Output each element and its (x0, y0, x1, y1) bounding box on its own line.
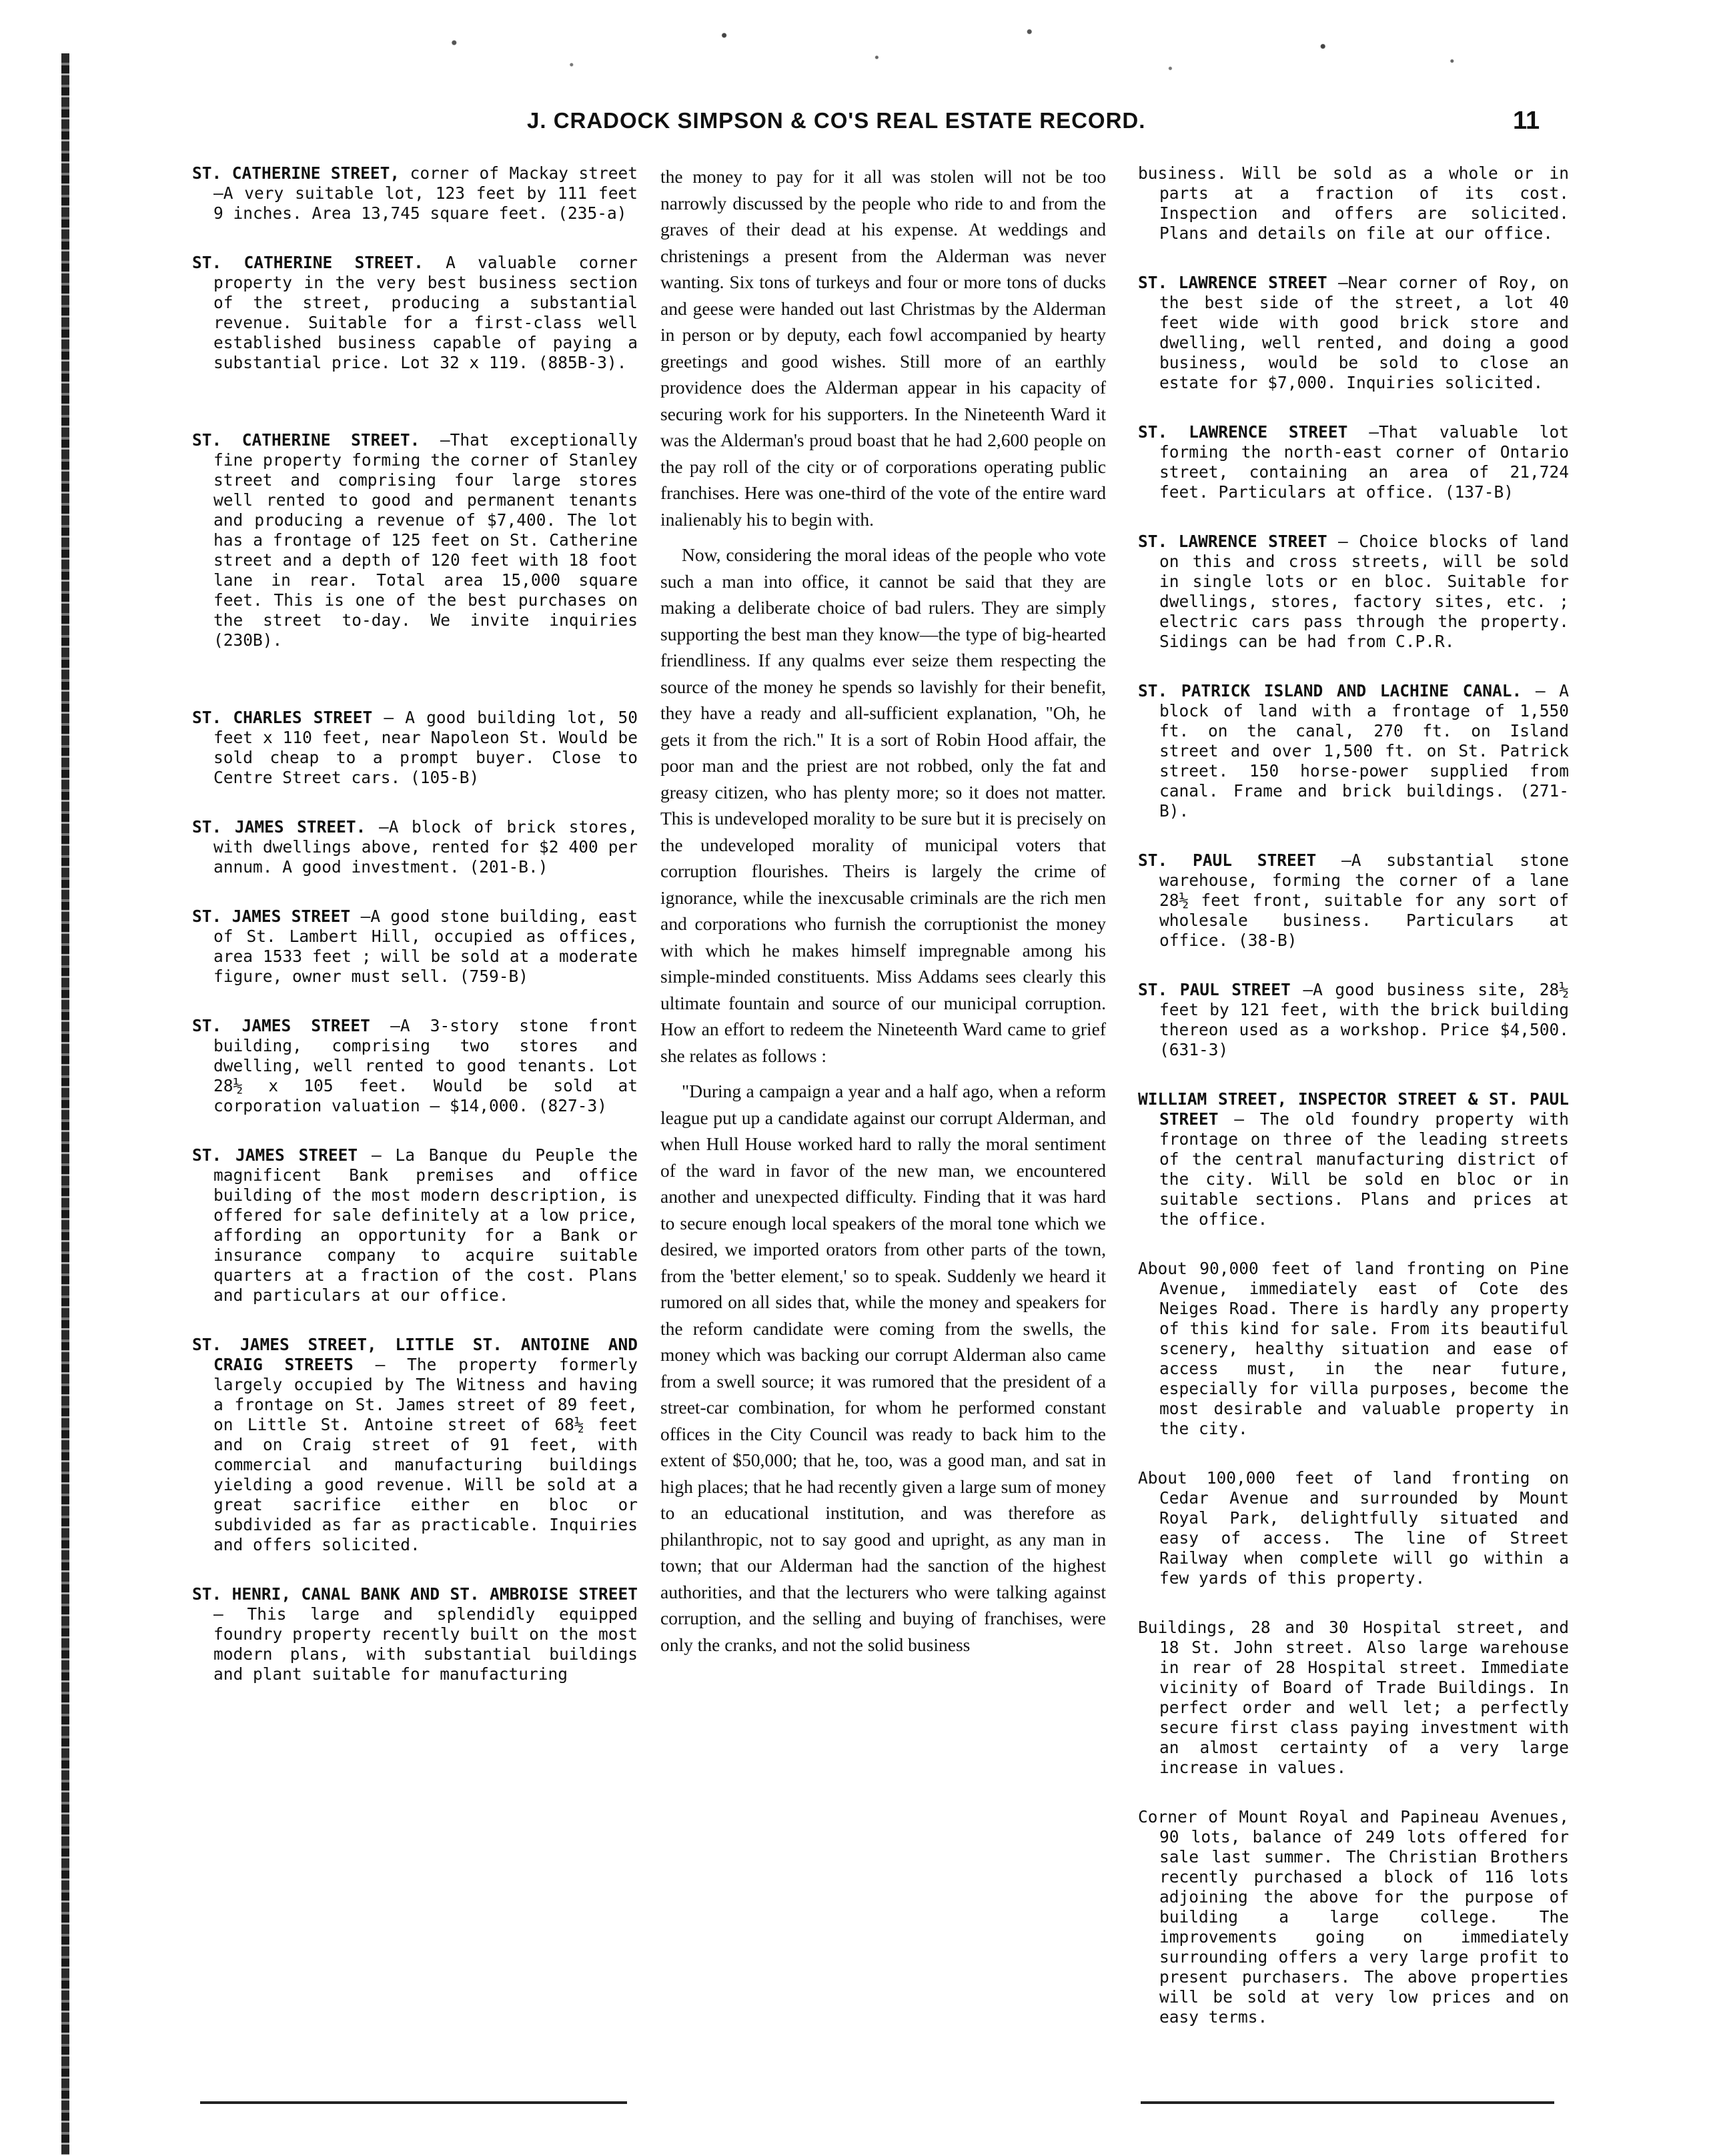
listing-body: — A block of land with a frontage of 1,550 ft. on the canal, 270 ft. on Island street and over 1,500 ft. on St. Patrick street. 150 horse-power supplied from canal. Frame and brick buildings. (271-B). (1159, 681, 1569, 821)
listing (1138, 422, 1569, 502)
listing-heading: ST. JAMES STREET (192, 907, 351, 926)
listing-body: — This large and splendidly equipped foundry property recently built on the most modern plans, with substantial buildings and plant suitable for manufacturing (213, 1604, 638, 1684)
listing (1138, 1259, 1569, 1439)
listing-heading: WILLIAM STREET, INSPECTOR STREET & ST. PAUL STREET (1138, 1089, 1569, 1129)
listing-heading: ST. HENRI, CANAL BANK AND ST. AMBROISE STREET (192, 1584, 638, 1604)
listing-heading: ST. JAMES STREET (192, 1145, 358, 1165)
listing (1138, 1089, 1569, 1229)
essay-paragraph: Now, considering the moral ideas of the people who vote such a man into office, it cannot be said that they are making a deliberate choice of bad rulers. They are simply supporting the best man they know—the type of big-hearted friendliness. If any qualms ever seize them respecting the source of the money he spends so lavishly for their benefit, they have a ready and all-sufficient explanation, "Oh, he gets it from the rich." It is a sort of Robin Hood affair, the poor man and the priest are not robbed, only the fat and greasy citizen, who has plenty more; so it does not matter. This is undeveloped morality to be sure but it is precisely on the undeveloped morality of municipal voters that corruption flourishes. Theirs is largely the crime of ignorance, while the inexcusable criminals are the rich men and corporations who furnish the corruptionist the money with which he makes himself impregnable among his simple-minded constituents. Miss Addams sees clearly this ultimate fountain and source of our municipal corruption. How an effort to redeem the Nineteenth Ward came to grief she relates as follows : (660, 544, 1106, 1066)
listing-body: —A block of brick stores, with dwellings above, rented for $2 400 per annum. A good investment. (201-B.) (213, 817, 638, 877)
listing (1138, 163, 1569, 243)
middle-column-essay (660, 163, 1106, 1667)
listing-body: Corner of Mount Royal and Papineau Avenues, 90 lots, balance of 249 lots offered for sale last summer. The Christian Brothers recently purchased a block of 116 lots adjoining the above for the purpose of building a large college. The improvements going on immediately surrounding offers a very large profit to present purchasers. The above properties will be sold at very low prices and on easy terms. (1138, 1807, 1569, 2027)
listing (1138, 532, 1569, 652)
listing-body: —That exceptionally fine property forming the corner of Stanley street and comprising four large stores well rented to good and permanent tenants and producing a revenue of $7,400. The lot has a frontage of 125 feet on St. Catherine street and a depth of 120 feet with 18 foot lane in rear. Total area 15,000 square feet. This is one of the best purchases on the street to-day. We invite inquiries (230B). (213, 430, 638, 650)
essay-paragraph: the money to pay for it all was stolen will not be too narrowly discussed by the people who ride to and from the graves of their dead at his expense. At weddings and christenings a present from the Alderman was never wanting. Six tons of turkeys and four or more tons of ducks and geese were handed out last Christmas by the Alderman in person or by deputy, each fowl accompanied by hearty greetings and good wishes. Still more of an earthly providence does the Alderman appear in his capacity of securing work for his supporters. In the Nineteenth Ward it was the Alderman's proud boast that he had 2,600 people on the pay roll of the city or of corporations operating public franchises. Here was one-third of the vote of the entire ward inalienably his to begin with. (660, 166, 1106, 530)
listing (192, 907, 638, 987)
listing-heading: ST. CATHERINE STREET. (192, 253, 424, 272)
listing (1138, 980, 1569, 1060)
listing-body: About 90,000 feet of land fronting on Pine Avenue, immediately east of Cote des Neiges Road. There is hardly any property of this kind for sale. From its beautiful scenery, healthy situation and ease of access must, in the near future, especially for villa purposes, become the most desirable and valuable property in the city. (1138, 1259, 1569, 1438)
listing-body: — A good building lot, 50 feet x 110 feet, near Napoleon St. Would be sold cheap to a prompt buyer. Close to Centre Street cars. (105-B) (213, 708, 638, 787)
listing-heading: ST. LAWRENCE STREET (1138, 532, 1327, 551)
listing-body: — Choice blocks of land on this and cross streets, will be sold in single lots or en bloc. Suitable for dwellings, stores, factory sites, etc. ; electric cars pass through the property. Sidings can be had from C.P.R. (1159, 532, 1569, 651)
listing (1138, 273, 1569, 393)
listing-body: —A good business site, 28½ feet by 121 feet, with the brick building thereon used as a workshop. Price $4,500. (631-3) (1159, 980, 1569, 1059)
listing-body: About 100,000 feet of land fronting on Cedar Avenue and surrounded by Mount Royal Park, delightfully situated and easy of access. The line of Street Railway when complete will go within a few yards of this property. (1138, 1468, 1569, 1588)
listing-heading: ST. JAMES STREET, LITTLE ST. ANTOINE AND CRAIG STREETS (192, 1335, 638, 1374)
listing (1138, 681, 1569, 821)
listing-heading: ST. LAWRENCE STREET (1138, 422, 1348, 442)
listing (192, 708, 638, 788)
page-header (0, 107, 1709, 147)
page-number: 11 (1513, 107, 1540, 135)
listing-heading: ST. PAUL STREET (1138, 851, 1317, 870)
listing (192, 1584, 638, 1684)
listing-body: — La Banque du Peuple the magnificent Bank premises and office building of the most modern description, is offered for sale definitely at a low price, affording an opportunity for a Bank or insurance company to acquire suitable quarters at a fraction of the cost. Plans and particulars at our office. (213, 1145, 638, 1305)
essay-paragraph: "During a campaign a year and a half ago, when a reform league put up a candidate against our corrupt Alderman, and when Hull House worked hard to rally the moral sentiment of the ward in favor of the new man, we encountered another and unexpected difficulty. Finding that it was hard to secure enough local speakers of the moral tone which we desired, we imported orators from other parts of the town, from the 'better element,' so to speak. Suddenly we heard it rumored on all sides that, while the money and speakers for the reform candidate were coming from the swells, the money which was backing our corrupt Alderman also came from a swell source; it was rumored that the president of a street-car combination, for whom he performed constant offices in the City Council was ready to back him to the extent of $50,000; that he, too, was a good man, and sat in high places; that he had recently given a large sum of money to an educational institution, and was therefore as philanthropic, not to say good and upright, as any man in town; that our Alderman had the sanction of the highest authorities, and that the lecturers who were talking against corruption, and the selling and buying of franchises, were only the cranks, and not the solid business (660, 1081, 1106, 1655)
listing (192, 253, 638, 373)
listing (192, 1145, 638, 1305)
footer-rule (1141, 2101, 1554, 2104)
listing (192, 163, 638, 223)
listing-body: business. Will be sold as a whole or in parts at a fraction of its cost. Inspection and offers are solicited. Plans and details on file at our office. (1138, 163, 1569, 243)
listing (1138, 1618, 1569, 1778)
listing-body: —That valuable lot forming the north-east corner of Ontario street, containing an area of 21,724 feet. Particulars at office. (137-B) (1159, 422, 1569, 502)
listing-body: —A 3-story stone front building, comprising two stores and dwelling, well rented to good tenants. Lot 28½ x 105 feet. Would be sold at corporation valuation — $14,000. (827-3) (213, 1016, 638, 1115)
listing-body: —A substantial stone warehouse, forming the corner of a lane 28½ feet front, suitable for any sort of wholesale business. Particulars at office. (38-B) (1159, 851, 1569, 950)
listing-body: —A good stone building, east of St. Lambert Hill, occupied as offices, area 1533 feet ; will be sold at a moderate figure, owner must sell. (759-B) (213, 907, 638, 986)
listing-heading: ST. CATHERINE STREET, (192, 163, 400, 183)
listing-body: Buildings, 28 and 30 Hospital street, and 18 St. John street. Also large warehouse in rear of 28 Hospital street. Immediate vicinity of Board of Trade Buildings. In perfect order and well let; a perfectly secure first class paying investment with an almost certainty of a very large increase in values. (1138, 1618, 1569, 1777)
listing-body: —Near corner of Roy, on the best side of the street, a lot 40 feet wide with good brick store and dwelling, well rented, and doing a good business, would be sold to close an estate for $7,000. Inquiries solicited. (1159, 273, 1569, 392)
listing-heading: ST. PAUL STREET (1138, 980, 1291, 999)
listing-body: — The property formerly largely occupied by The Witness and having a frontage on St. James street of 89 feet, on Little St. Antoine street of 68½ feet and on Craig street of 91 feet, with commercial and manufacturing buildings yielding a good revenue. Will be sold at a great sacrifice either en bloc or subdivided as far as practicable. Inquiries and offers solicited. (213, 1355, 638, 1554)
listing-heading: ST. LAWRENCE STREET (1138, 273, 1327, 292)
listing-heading: ST. CATHERINE STREET. (192, 430, 420, 450)
listing (192, 817, 638, 877)
listing-heading: ST. PATRICK ISLAND AND LACHINE CANAL. (1138, 681, 1522, 700)
right-column (1138, 163, 1569, 2057)
page-binding-edge (61, 53, 69, 2155)
listing-body: corner of Mackay street—A very suitable lot, 123 feet by 111 feet 9 inches. Area 13,745 square feet. (235-a) (213, 163, 638, 223)
left-column (192, 163, 638, 1714)
listing-body: A valuable corner property in the very best business section of the street, producing a substantial revenue. Suitable for a first-class well established business capable of paying a substantial price. Lot 32 x 119. (885B-3). (213, 253, 638, 372)
listing-heading: ST. JAMES STREET. (192, 817, 366, 837)
listing (192, 1016, 638, 1116)
listing-body: — The old foundry property with frontage on three of the leading streets of the central manufacturing district of the city. Will be sold en bloc or in suitable sections. Plans and prices at the office. (1159, 1109, 1569, 1229)
listing (1138, 851, 1569, 951)
listing (1138, 1468, 1569, 1588)
listing-heading: ST. JAMES STREET (192, 1016, 370, 1035)
listing-heading: ST. CHARLES STREET (192, 708, 373, 727)
footer-rule (200, 2101, 627, 2104)
listing (1138, 1807, 1569, 2027)
running-title: J. CRADOCK SIMPSON & CO'S REAL ESTATE RECORD. (527, 108, 1146, 133)
listing (192, 430, 638, 650)
listing (192, 1335, 638, 1555)
print-specks (360, 13, 1534, 87)
